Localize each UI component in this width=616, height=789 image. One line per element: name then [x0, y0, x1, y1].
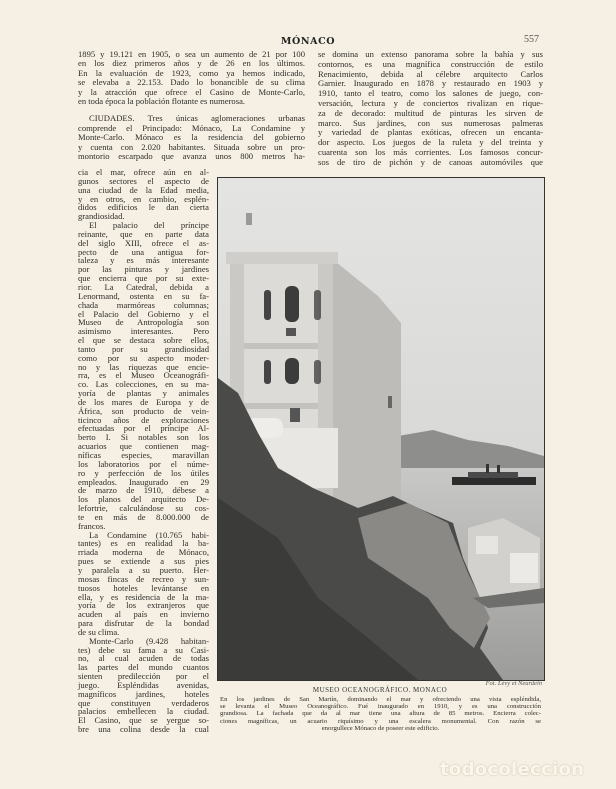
text-line: de marzo de 1910, débese a	[78, 485, 209, 496]
text-line: El Casino, que se yergue so-	[78, 715, 209, 726]
text-line: en los diez primeros años y de 26 en los últimos.	[78, 58, 305, 69]
text-line: magníficos jardines, hoteles	[78, 688, 209, 699]
text-line: te en más de 8.000.000 de	[78, 511, 209, 522]
text-line: rriada moderna de Mónaco,	[78, 547, 209, 558]
text-line: versación, lectura y de conciertos rivalizan en rique-	[318, 97, 543, 108]
text-line: ciones magníficas, un acuario riquísimo y una escalera monumental. Con razón se	[220, 717, 541, 725]
text-line: didos edificios le dan cierta	[78, 202, 209, 213]
text-line: una ciudad de la Edad media,	[78, 184, 209, 195]
text-line: En los jardines de San Martín, dominando el mar y ofreciendo una vista espléndida,	[220, 696, 541, 703]
text-line: ticinco años de exploraciones	[78, 414, 209, 425]
text-line: juego. Espléndidas avenidas,	[78, 679, 209, 690]
text-line: efectuadas por el príncipe Al-	[78, 423, 209, 434]
text-line: no, al cual acuden de todas	[78, 653, 209, 664]
text-line: que encierra que por su exte-	[78, 273, 209, 284]
left-column-top-text	[78, 50, 305, 161]
running-header-title: MÓNACO	[280, 36, 336, 47]
text-line: se domina un extenso panorama sobre la bahía y sus	[318, 49, 543, 59]
text-line: para disfrutar de la bondad	[78, 618, 209, 629]
text-line: como por su aspecto moder-	[78, 352, 209, 363]
text-line: y la atracción que ofrece el Casino de Monte-Carlo,	[78, 86, 305, 97]
photo-caption-text	[220, 696, 541, 732]
text-line: del siglo XIII, ofrece el as-	[78, 237, 209, 248]
text-line: za de decorado: multitud de pinturas les sirven de	[318, 107, 543, 118]
text-line: de los mares de Europa y de	[78, 396, 209, 407]
text-line: yoría de plantas y animales	[78, 388, 209, 399]
text-line: grandiosa. La fachada que da al mar tiene una altura de 85 metros. Encierra colec-	[220, 710, 541, 718]
text-line: pues se extiende a sus pies	[78, 556, 209, 567]
text-line: ella, y es residencia de la ma-	[78, 591, 209, 602]
text-line: tuosos hoteles levántanse en	[78, 582, 209, 593]
text-line: Monte-Carlo (9.428 habitan-	[89, 635, 209, 646]
text-line: pecto de una antigua for-	[78, 246, 209, 257]
text-line: acuden al país en invierno	[78, 609, 209, 620]
text-line: níficas especies, maravillan	[78, 450, 209, 460]
text-line: Museo de Antropología son	[78, 317, 209, 328]
text-line: yoría de los extranjeros que	[78, 600, 209, 611]
text-line: taleza y es más interesante	[78, 255, 209, 266]
text-line: 1910, tanto el teatro, como los salones de juego, con-	[318, 88, 543, 99]
photo-caption-title: MUSEO OCEANOGRÁFICO. MONACO	[312, 686, 448, 694]
text-line: se levanta el Museo Oceanográfico. Fué inaugurado en 1910, y es una construcción	[220, 703, 541, 711]
text-line: gunos sectores el aspecto de	[78, 175, 209, 186]
text-line: en toda época la población flotante es numerosa.	[78, 96, 246, 107]
text-line: bre una colina desde la cual	[78, 724, 209, 735]
text-line: y cuenta con 2.020 habitantes. Situada sobre un pro-	[78, 141, 305, 152]
text-line: rra, es el Museo Oceanográfi-	[78, 370, 209, 381]
text-line: 1895 y 19.121 en 1905, o sea un aumento de 21 por 100	[78, 49, 305, 59]
text-line: dor aspecto. Los juegos de la ruleta y del treinta y	[318, 137, 543, 148]
text-line: y en otros, en cambio, esplén-	[78, 193, 209, 204]
photo-museo-oceanografico	[217, 177, 545, 681]
text-line: La Condamine (10.765 habi-	[89, 529, 209, 540]
text-line: En la evaluación de 1923, como ya hemos indicado,	[78, 67, 305, 78]
text-line: tantes) es en realidad la ba-	[78, 538, 209, 549]
text-line: no y las riquezas que encie-	[78, 361, 209, 372]
text-line: por las pinturas y jardines	[78, 264, 209, 275]
text-line: África, son producto de vein-	[78, 405, 209, 416]
text-line: tes) debe su fama a su Casi-	[78, 644, 209, 655]
text-line: comprende el Principado: Mónaco, La Condamine y	[78, 122, 305, 133]
text-line: reinante, que en parte data	[78, 228, 209, 239]
text-line: que constituyen verdaderos	[78, 697, 209, 708]
left-column-narrow-text	[78, 168, 209, 734]
text-line: marco. Sus jardines, con sus numerosas palmeras	[318, 117, 543, 128]
text-line: lefortrie, calculándose su cos-	[78, 503, 209, 514]
text-line: los planos del arquitecto De-	[78, 494, 209, 505]
text-line: se elevaba a 22.153. Dado lo bonancible de su clima	[78, 77, 305, 88]
photo-image	[218, 178, 544, 680]
text-line: cuarenta son los más corrientes. Los famosos concur-	[318, 146, 543, 157]
text-line: berto I. Si notables son los	[78, 432, 209, 443]
text-line: francos.	[78, 520, 106, 531]
text-line: los laboratorios por el núme-	[78, 458, 209, 469]
text-line: Lenormand, ostenta en su fa-	[78, 290, 209, 301]
text-line: chada marmóreas columnas;	[78, 299, 209, 310]
page-number: 557	[524, 34, 539, 45]
text-line: y paralela a su puerto. Her-	[78, 564, 209, 575]
text-line: co. Las colecciones, en su ma-	[78, 379, 209, 390]
text-line: contornos, es una magnífica construcción de estilo	[318, 58, 543, 69]
text-line: el que se destaca sobre ellos,	[78, 335, 209, 346]
text-line: rior. La Catedral, debida a	[78, 281, 209, 292]
text-line: Monte-Carlo. Mónaco es la residencia del gobierno	[78, 132, 305, 143]
text-line: empleados. Inaugurado en 29	[78, 476, 209, 487]
text-line: cia el mar, ofrece aún en al-	[78, 167, 209, 177]
text-line: Renacimiento, debida al célebre arquitecto Carlos	[318, 68, 543, 79]
text-line: enorgullece Mónaco de poseer este edificio.	[321, 724, 440, 732]
text-line: montorio escarpado que avanza unos 800 metros ha-	[78, 151, 305, 162]
text-line: tanto por su grandiosidad	[78, 343, 209, 354]
text-line: sienten predilección por el	[78, 671, 209, 682]
text-line: El palacio del príncipe	[89, 220, 209, 231]
text-line: Garnier. Inaugurado en 1878 y restaurado en 1903 y	[318, 78, 543, 89]
text-line: asimismo interesantes. Pero	[78, 326, 209, 337]
photo-credit: Fot. Lévy et Neurdein	[485, 680, 542, 687]
right-column-top-text	[318, 50, 543, 168]
watermark-logo: todocoleccion	[440, 759, 585, 780]
text-line: de su clima.	[78, 626, 120, 637]
text-line: palacios embellecen la ciudad.	[78, 706, 209, 717]
text-line: y variedad de plantas exóticas, ofrecen un encanta-	[318, 127, 543, 138]
text-line: sos de tiro de pichón y de canoas automóviles que	[318, 156, 543, 167]
text-line: CIUDADES. Tres únicas aglomeraciones urbanas	[89, 113, 305, 124]
text-line: el Palacio del Gobierno y el	[78, 308, 209, 319]
text-line: acuarios que contienen mag-	[78, 441, 209, 452]
text-line: las partes del mundo cuantos	[78, 662, 209, 673]
text-line: mosas fincas de recreo y sun-	[78, 573, 209, 584]
text-line: ro y perfección de los útiles	[78, 467, 209, 478]
text-line: grandiosidad.	[78, 211, 125, 222]
